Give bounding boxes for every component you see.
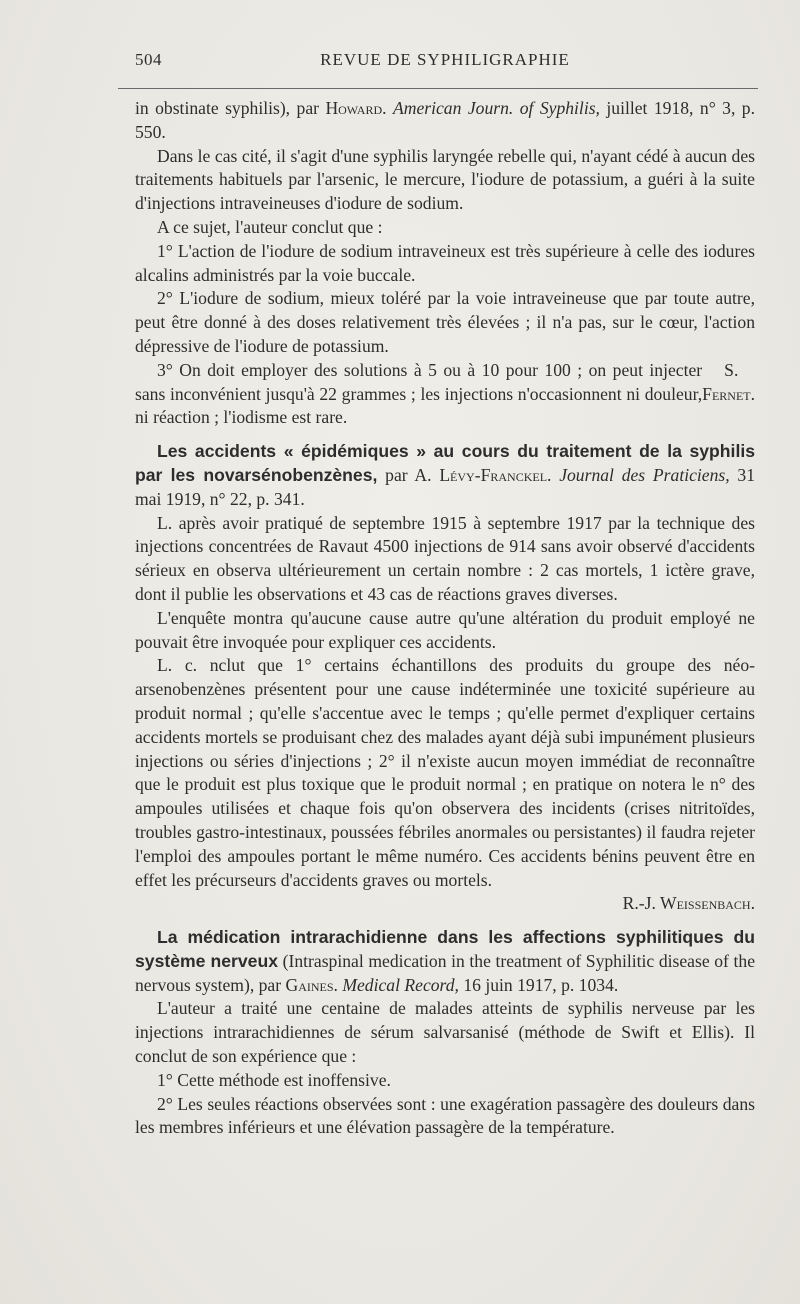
paragraph: A ce sujet, l'auteur conclut que : (157, 216, 383, 237)
page-number: 504 (135, 50, 162, 69)
paragraph: 2° Les seules réactions observées sont : une exagération passagère des douleurs dans les membres inférieurs et une élévation passagère de la température. (135, 1093, 755, 1138)
paragraph: Dans le cas cité, il s'agit d'une syphilis laryngée rebelle qui, n'ayant cédé à aucun des traitements habituels par l'arsenic, le mercure, l'iodure de potassium, a guéri à la suite d'injections intraveineuses d'iodure de sodium. (135, 145, 755, 214)
paragraph: 1° L'action de l'iodure de sodium intraveineux est très supérieure à celle des iodures alcalins administrés par la voie buccale. (135, 240, 755, 285)
paragraph: 1° Cette méthode est inoffensive. (157, 1069, 391, 1090)
paragraph: L. c. nclut que 1° certains échantillons des produits du groupe des néo-arsenobenzènes présentent pour une cause indéterminée une toxicité supérieure au produit normal ; qu'elle s'accentue avec le temps ; qu'elle permet d'expliquer certains accidents mortels se produisant chez des malades ayant déjà subi impunément plusieurs injections ou séries d'injections ; 2° il n'existe aucun moyen immédiat de reconnaître que le produit est plus toxique que le produit normal ; en pratique on notera le n° des ampoules utilisées et chaque fois qu'on observera des incidents (crises nitritoïdes, troubles gastro-intestinaux, poussées fébriles anormales ou persistantes) il faudra rejeter l'emploi des ampoules portant le même numéro. Ces accidents bénins peuvent être en effet les précurseurs d'accidents graves ou mortels. (135, 655, 755, 890)
page-body (135, 97, 755, 1140)
header-rule (118, 88, 758, 89)
signature: R.-J. Weissenbach. (622, 893, 755, 914)
signature: S. Fernet. (702, 359, 755, 404)
running-header (135, 50, 755, 76)
paragraph-with-signature (135, 892, 755, 916)
article-heading: Les accidents « épidémiques » au cours du traitement de la syphilis par les novarsénobenzènes, par A. Lévy-Franckel. Journal des Praticiens, 31 mai 1919, n° 22, p. 341. (135, 441, 756, 509)
paragraph: L'auteur a traité une centaine de malades atteints de syphilis nerveuse par les injections intrarachidiennes de sérum salvarsanisé (méthode de Swift et Ellis). Il conclut de son expérience que : (135, 998, 755, 1067)
journal-title: REVUE DE SYPHILIGRAPHIE (320, 50, 570, 69)
paragraph-with-signature: 3° On doit employer des solutions à 5 ou à 10 pour 100 ; on peut injecter sans inconvénient jusqu'à 22 grammes ; les injections n'occasionnent ni douleur, ni réaction ; l'iodisme est rare. S. Fernet. (135, 359, 755, 430)
paragraph: L'enquête montra qu'aucune cause autre qu'une altération du produit employé ne pouvait être invoquée pour expliquer ces accidents. (135, 607, 755, 652)
paragraph: L. après avoir pratiqué de septembre 1915 à septembre 1917 par la technique des injections concentrées de Ravaut 4500 injections de 914 sans avoir observé d'accidents sérieux en observa ultérieurement un certain nombre : 2 cas mortels, 1 ictère grave, dont il publie les observations et 43 cas de réactions graves diverses. (135, 512, 755, 604)
continued-reference: in obstinate syphilis), par Howard. American Journ. of Syphilis, juillet 1918, n° 3, p. 550. (135, 98, 755, 142)
article-heading: La médication intrarachidienne dans les affections syphilitiques du système nerveux (Intraspinal medication in the treatment of Syphilitic disease of the nervous system), par Gaines. Medical Record, 16 juin 1917, p. 1034. (135, 927, 755, 995)
paragraph: 2° L'iodure de sodium, mieux toléré par la voie intraveineuse que par toute autre, peut être donné à des doses relativement très élevées ; il n'a pas, sur le cœur, l'action dépressive de l'iodure de potassium. (135, 288, 755, 356)
